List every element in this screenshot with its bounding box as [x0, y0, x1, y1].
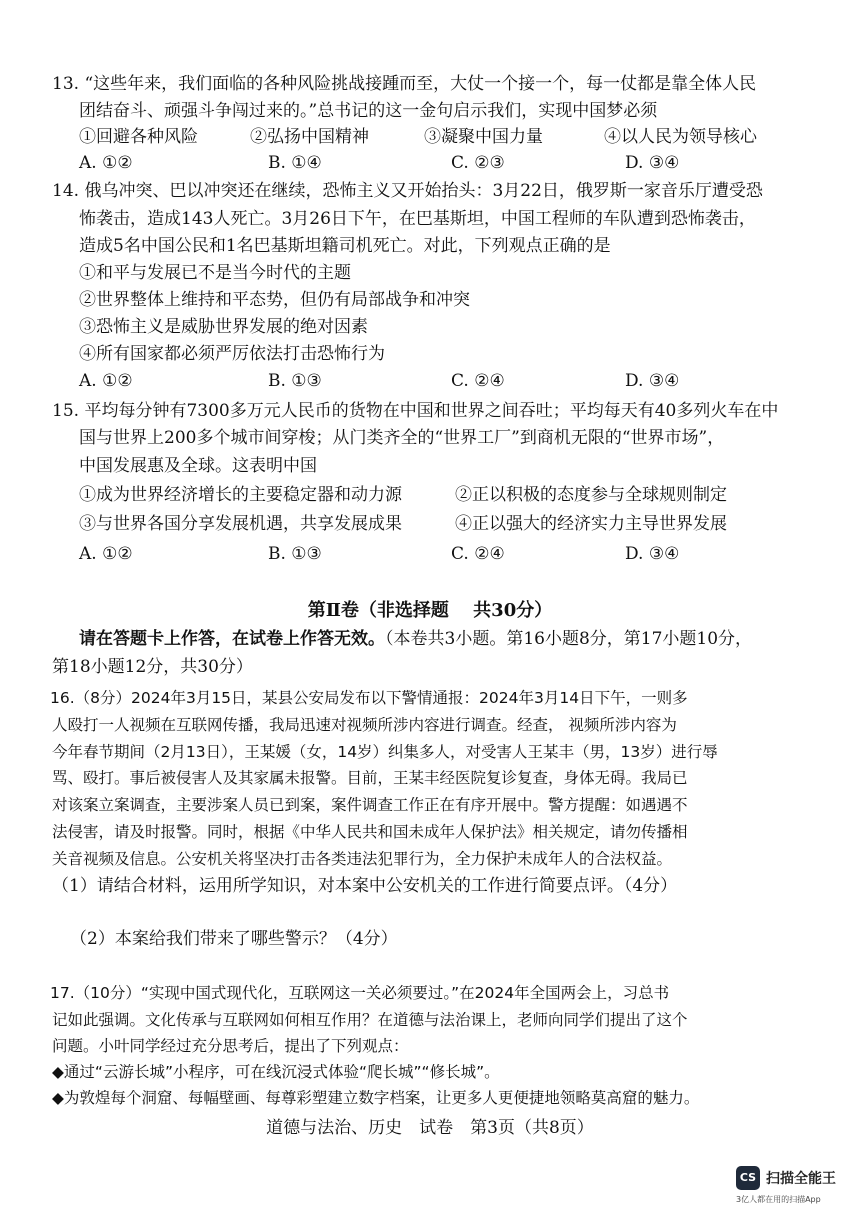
q14-statement-2: ②世界整体上维持和平态势，但仍有局部战争和冲突	[79, 290, 470, 310]
q15-option-c: C. ②④	[451, 544, 505, 564]
q14-option-c: C. ②④	[451, 371, 505, 391]
page-footer: 道德与法治、历史 试卷 第3页（共8页）	[266, 1118, 594, 1138]
q15-statement-2: ②正以积极的态度参与全球规则制定	[455, 485, 727, 505]
q15-option-d: D. ③④	[625, 544, 680, 564]
q13-option-b: B. ①④	[268, 153, 322, 173]
q16-material-line3: 今年春节期间（2月13日），王某媛（女，14岁）纠集多人，对受害人王某丰（男，13岁）进行辱	[52, 743, 718, 761]
q14-stem-line1: 14. 俄乌冲突、巴以冲突还在继续，恐怖主义又开始抬头：3月22日，俄罗斯一家音乐厅遭受恐	[52, 181, 763, 201]
q17-bullet-1: ◆通过“云游长城”小程序，可在线沉浸式体验“爬长城”“修长城”。	[52, 1063, 500, 1081]
watermark-tagline: 3亿人都在用的扫描App	[736, 1195, 821, 1204]
q14-option-d: D. ③④	[625, 371, 680, 391]
q14-statement-1: ①和平与发展已不是当今时代的主题	[79, 263, 351, 283]
q16-subquestion-1: （1）请结合材料，运用所学知识，对本案中公安机关的工作进行简要点评。（4分）	[52, 876, 678, 896]
q14-option-a: A. ①②	[79, 371, 133, 391]
section-2-instructions-line1	[79, 628, 752, 650]
q16-material-line4: 骂、殴打。事后被侵害人及其家属未报警。目前，王某丰经医院复诊复查，身体无碍。我局已	[52, 769, 688, 787]
q13-stem-line2: 团结奋斗、顽强斗争闯过来的。”总书记的这一金句启示我们，实现中国梦必须	[79, 101, 658, 121]
q15-stem-line3: 中国发展惠及全球。这表明中国	[79, 456, 317, 476]
q14-statement-4: ④所有国家都必须严厉依法打击恐怖行为	[79, 344, 385, 364]
q13-statement-3: ③凝聚中国力量	[424, 127, 543, 147]
q16-material-line5: 对该案立案调查，主要涉案人员已到案，案件调查工作正在有序开展中。警方提醒：如遇遇不	[52, 796, 688, 814]
q15-statement-4: ④正以强大的经济实力主导世界发展	[455, 514, 727, 534]
q16-material-line6: 法侵害，请及时报警。同时，根据《中华人民共和国未成年人保护法》相关规定，请勿传播相	[52, 823, 688, 841]
q16-material-line7: 关音视频及信息。公安机关将坚决打击各类违法犯罪行为，全力保护未成年人的合法权益。	[52, 850, 673, 868]
q15-stem-line2: 国与世界上200多个城市间穿梭；从门类齐全的“世界工厂”到商机无限的“世界市场”，	[79, 428, 725, 448]
q16-subquestion-2: （2）本案给我们带来了哪些警示？（4分）	[70, 929, 398, 949]
q13-stem-line1: 13. “这些年来，我们面临的各种风险挑战接踵而至，大仗一个接一个，每一仗都是靠全体人民	[52, 74, 757, 94]
q15-stem-line1: 15. 平均每分钟有7300多万元人民币的货物在中国和世界之间吞吐；平均每天有40多列火车在中	[52, 401, 779, 421]
q14-stem-line3: 造成5名中国公民和1名巴基斯坦籍司机死亡。对此，下列观点正确的是	[79, 236, 611, 256]
q14-option-b: B. ①③	[268, 371, 322, 391]
q13-option-d: D. ③④	[625, 153, 680, 173]
q16-material-line1: 16.（8分）2024年3月15日，某县公安局发布以下警情通报：2024年3月14日下午，一则多	[50, 689, 688, 707]
section-2-title: 第Ⅱ卷（非选择题 共30分）	[307, 600, 553, 621]
q17-material-line2: 记如此强调。文化传承与互联网如何相互作用？在道德与法治课上，老师向同学们提出了这个	[52, 1011, 688, 1029]
section-2-instructions-rest: （本卷共3小题。第16小题8分，第17小题10分，	[385, 629, 753, 649]
q17-bullet-2: ◆为敦煌每个洞窟、每幅壁画、每尊彩塑建立数字档案，让更多人更便捷地领略莫高窟的魅力。	[52, 1089, 700, 1107]
q14-stem-line2: 怖袭击，造成143人死亡。3月26日下午，在巴基斯坦，中国工程师的车队遭到恐怖袭击，	[79, 209, 756, 229]
q15-statement-3: ③与世界各国分享发展机遇，共享发展成果	[79, 514, 402, 534]
watermark-app-name: 扫描全能王	[766, 1171, 836, 1187]
q13-statement-4: ④以人民为领导核心	[604, 127, 757, 147]
section-2-instructions-line2: 第18小题12分，共30分）	[52, 657, 253, 677]
section-2-instructions-bold: 请在答题卡上作答，在试卷上作答无效。	[79, 629, 385, 649]
q13-statement-1: ①回避各种风险	[79, 127, 198, 147]
q13-statement-2: ②弘扬中国精神	[250, 127, 369, 147]
q15-option-b: B. ①③	[268, 544, 322, 564]
camscanner-logo-icon: CS	[736, 1166, 760, 1190]
q14-statement-3: ③恐怖主义是威胁世界发展的绝对因素	[79, 317, 368, 337]
q16-material-line2: 人殴打一人视频在互联网传播，我局迅速对视频所涉内容进行调查。经查， 视频所涉内容为	[52, 716, 677, 734]
q15-statement-1: ①成为世界经济增长的主要稳定器和动力源	[79, 485, 402, 505]
q17-material-line1: 17.（10分）“实现中国式现代化，互联网这一关必须要过。”在2024年全国两会上，习总书	[50, 984, 670, 1002]
q13-option-a: A. ①②	[79, 153, 133, 173]
q13-option-c: C. ②③	[451, 153, 505, 173]
q17-material-line3: 问题。小叶同学经过充分思考后，提出了下列观点：	[52, 1037, 409, 1055]
q15-option-a: A. ①②	[79, 544, 133, 564]
